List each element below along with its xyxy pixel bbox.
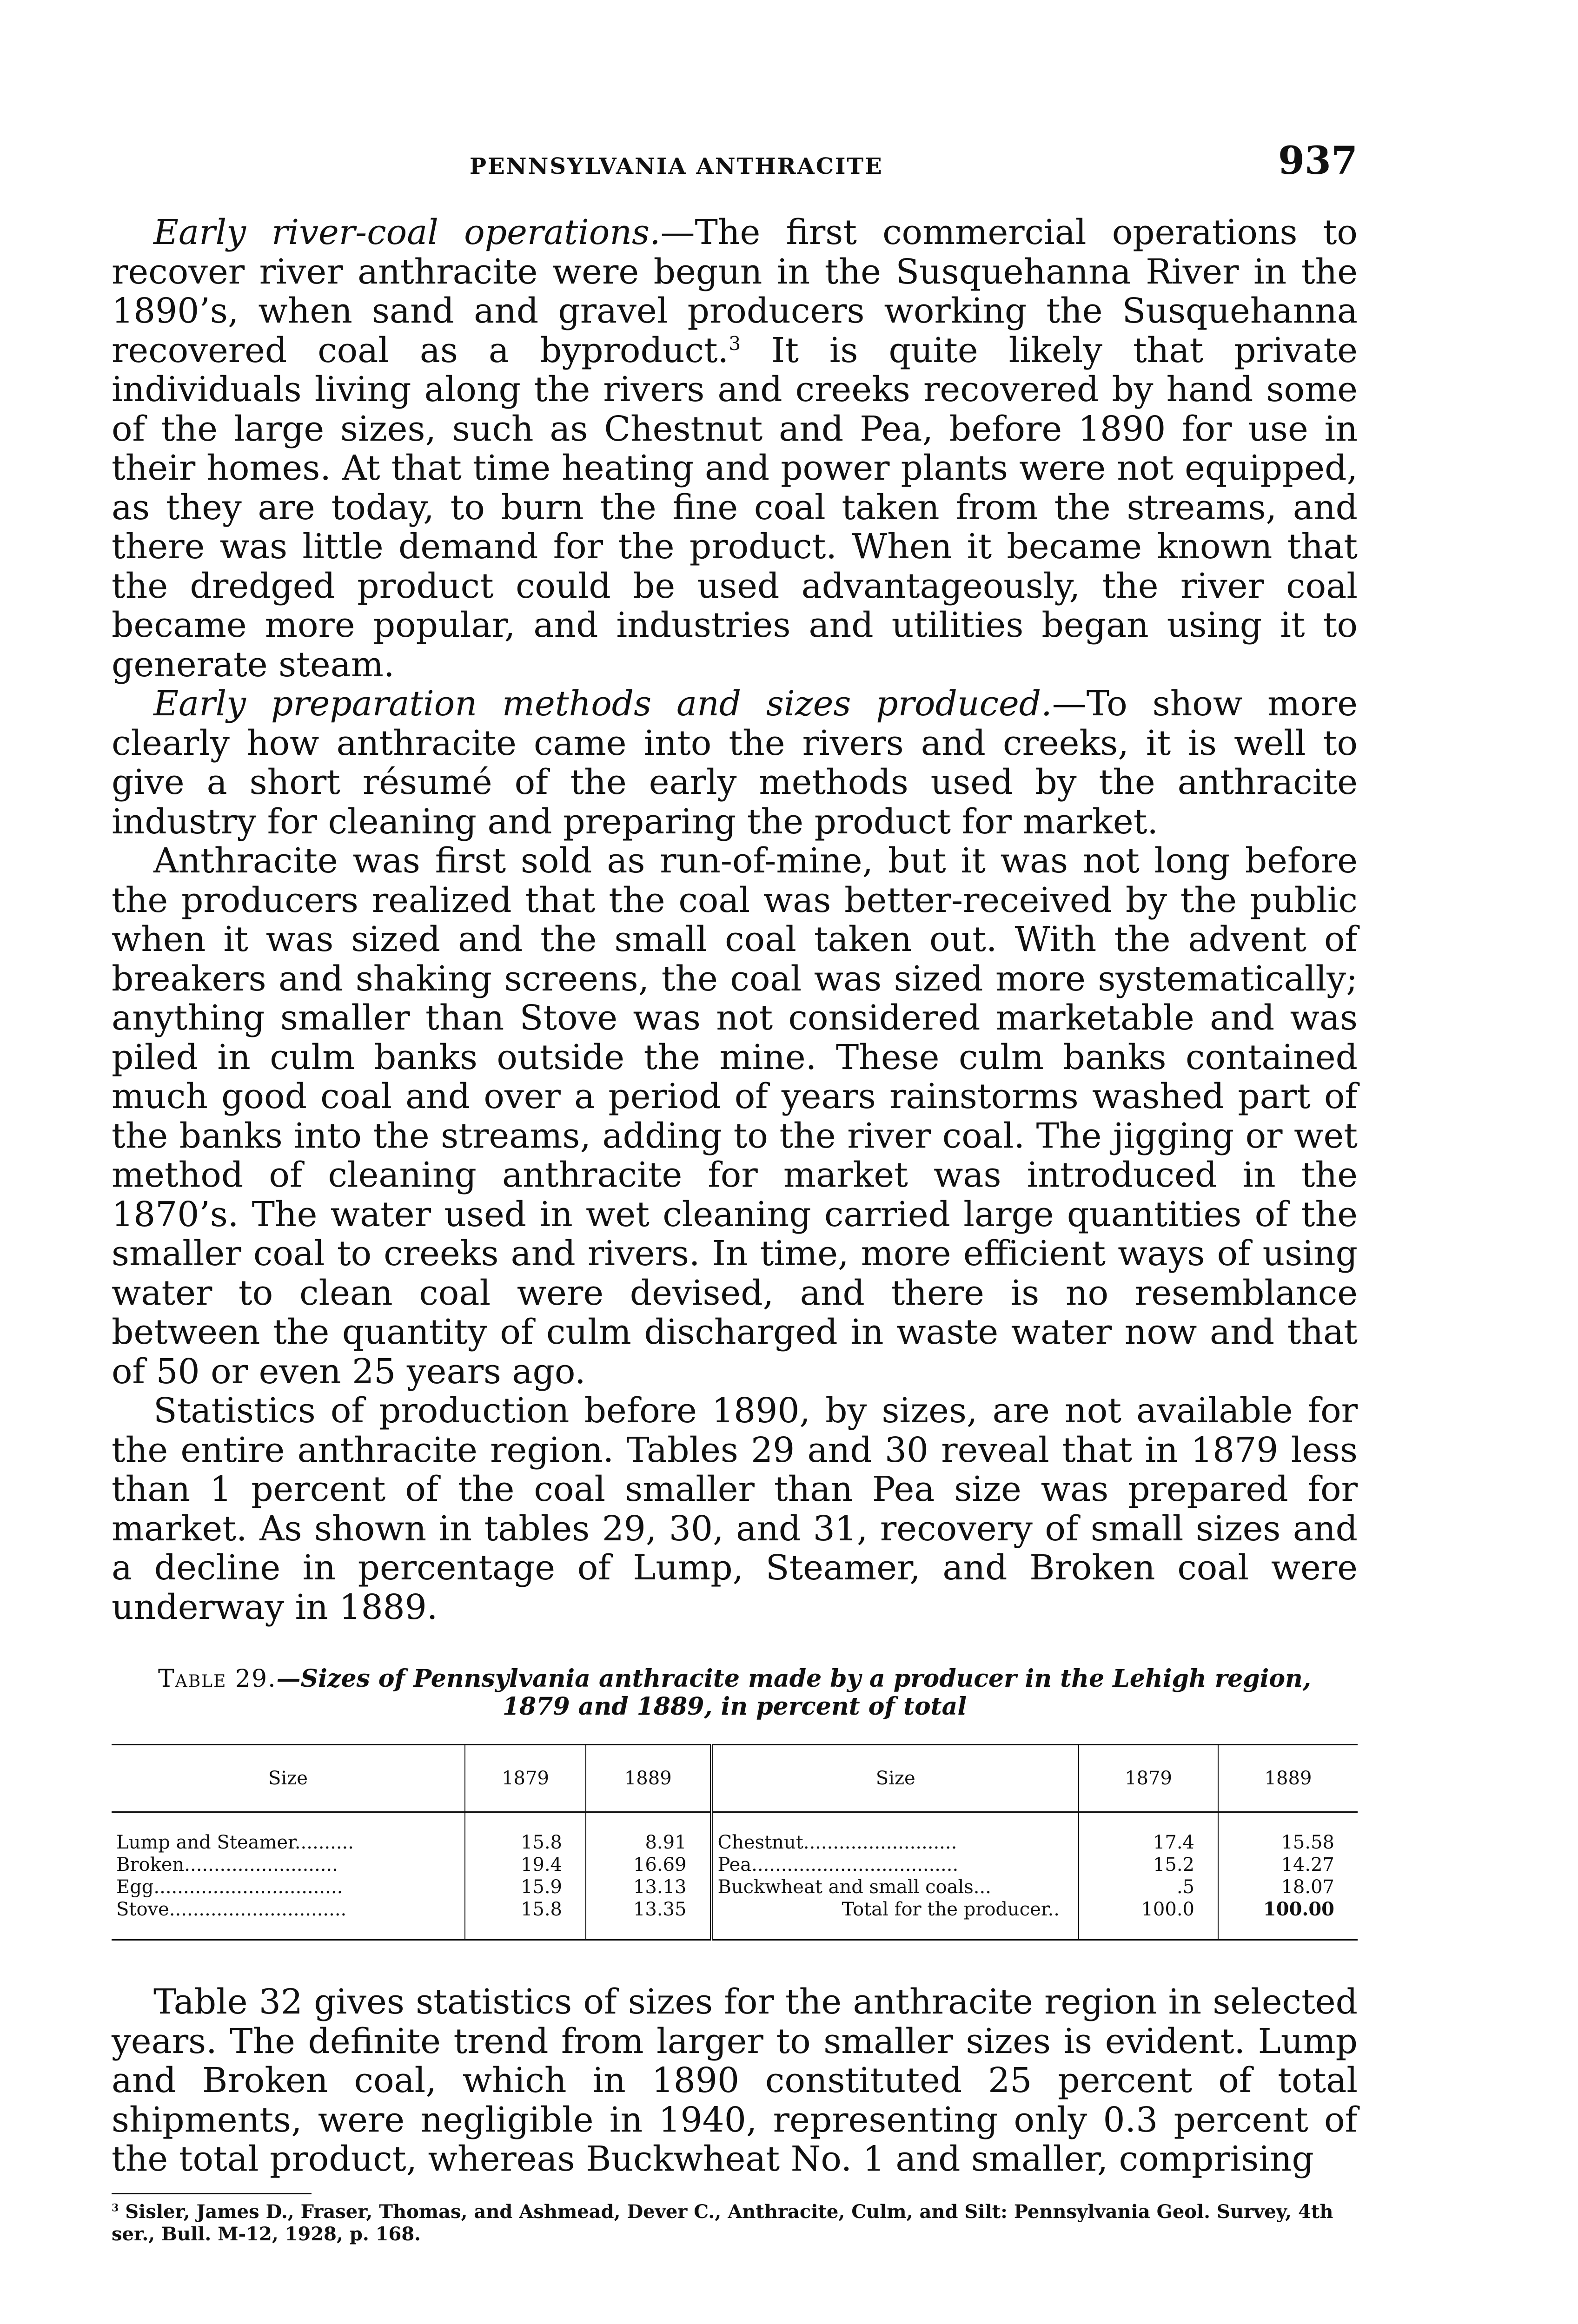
paragraph-heading: Early river-coal operations. [153,212,661,252]
size-cell: Egg................................ [112,1876,465,1898]
size-cell: Pea................................... [711,1854,1079,1876]
value-cell: .5 [1079,1876,1218,1898]
size-cell: Stove.............................. [112,1898,465,1940]
value-cell: 17.4 [1079,1812,1218,1854]
column-header: 1889 [586,1745,711,1812]
footnote-mark: 3 [112,2202,119,2214]
paragraph-table-32: Table 32 gives statistics of sizes for the anthracite region in selected years. The definite trend from larger to smaller sizes is evident. Lump and Broken coal, which in 1890 constituted 25 percent of total shipments, were negligible in 1940, representing only 0.3 percent of the total product, whereas Buckwheat No. 1 and smaller, comprising [112,1982,1358,2179]
page-number: 937 [1278,139,1358,183]
value-cell: 16.69 [586,1854,711,1876]
running-head [112,130,1358,191]
value-cell: 13.13 [586,1876,711,1898]
running-title: PENNSYLVANIA ANTHRACITE [470,153,883,179]
table-row [112,1812,1358,1854]
size-cell: Broken.......................... [112,1854,465,1876]
column-header: Size [112,1745,465,1812]
paragraph-text: —The first commercial operations to recover river anthracite were begun in the Susquehanna River in the 1890’s, when sand and gravel producers working the Susquehanna recovered coal as a byproduct. [112,212,1358,370]
column-header: 1879 [465,1745,586,1812]
total-value-cell: 100.00 [1218,1898,1358,1940]
value-cell: 13.35 [586,1898,711,1940]
table-row [112,1854,1358,1876]
paragraph-river-coal [112,213,1358,684]
paragraph-heading: Early preparation methods and sizes produced. [153,684,1052,724]
value-cell: 8.91 [586,1812,711,1854]
table-caption [112,1665,1358,1721]
size-cell: Buckwheat and small coals... [711,1876,1079,1898]
paragraph-text: It is quite likely that private individuals living along the rivers and creeks recovered by hand some of the large sizes, such as Chestnut and Pea, before 1890 for use in their homes. At that time heating and power plants were not equipped, as they are today, to burn the fine coal taken from the streams, and there was little demand for the product. When it became known that the dredged product could be used advantageously, the river coal became more popular, and industries and utilities began using it to generate steam. [112,330,1358,685]
document-page [112,130,1358,2245]
footnote-divider [112,2193,312,2194]
table-caption-label: Table 29. [158,1665,277,1693]
value-cell: 14.27 [1281,1854,1334,1875]
size-cell: Lump and Steamer.......... [112,1812,465,1854]
body-text [112,213,1358,1627]
value-cell: 15.9 [465,1876,586,1898]
paragraph-text: —To show more clearly how anthracite came into the rivers and creeks, it is well to give a short résumé of the early methods used by the anthracite industry for cleaning and preparing the product for market. [112,684,1358,842]
table-row [112,1898,1358,1940]
column-header: 1879 [1079,1745,1218,1812]
value-cell: 15.2 [1079,1854,1218,1876]
value-cell: 19.4 [465,1854,586,1876]
value-cell: 15.8 [465,1898,586,1940]
paragraph-preparation-methods [112,684,1358,841]
paragraph-run-of-mine: Anthracite was first sold as run-of-mine, but it was not long before the producers realized that the coal was better-received by the public when it was sized and the small coal taken out. With the advent of breakers and shaking screens, the coal was sized more systematically; anything smaller than Stove was not considered marketable and was piled in culm banks outside the mine. These culm banks contained much good coal and over a period of years rainstorms washed part of the banks into the streams, adding to the river coal. The jigging or wet method of cleaning anthracite for market was introduced in the 1870’s. The water used in wet cleaning carried large quantities of the smaller coal to creeks and rivers. In time, more efficient ways of using water to clean coal were devised, and there is no resemblance between the quantity of culm discharged in waste water now and that of 50 or even 25 years ago. [112,841,1358,1392]
value-cell: 15.8 [465,1812,586,1854]
footnote-reference: 3 [729,332,741,355]
paragraph-statistics: Statistics of production before 1890, by sizes, are not available for the entire anthracite region. Tables 29 and 30 reveal that in 1879 less than 1 percent of the coal smaller than Pea size was prepared for market. As shown in tables 29, 30, and 31, recovery of small sizes and a decline in percentage of Lump, Steamer, and Broken coal were underway in 1889. [112,1391,1358,1627]
column-header: 1889 [1218,1745,1358,1812]
table-row [112,1876,1358,1898]
size-cell: Chestnut.......................... [711,1812,1079,1854]
column-header: Size [711,1745,1079,1812]
value-cell: 15.58 [1281,1832,1334,1853]
total-value-cell: 100.0 [1079,1898,1218,1940]
closing-text [112,1982,1358,2179]
sizes-table [112,1744,1358,1941]
table-header-row [112,1745,1358,1812]
total-label-cell: Total for the producer.. [711,1898,1079,1940]
table-caption-text: —Sizes of Pennsylvania anthracite made by a producer in the Lehigh region, 1879 and 1889, in percent of total [276,1664,1311,1721]
value-cell: 18.07 [1281,1876,1334,1898]
footnote [112,2201,1358,2245]
footnote-text: Sisler, James D., Fraser, Thomas, and Ashmead, Dever C., Anthracite, Culm, and Silt: Pennsylvania Geol. Survey, 4th ser., Bull. M-12, 1928, p. 168. [112,2200,1333,2245]
